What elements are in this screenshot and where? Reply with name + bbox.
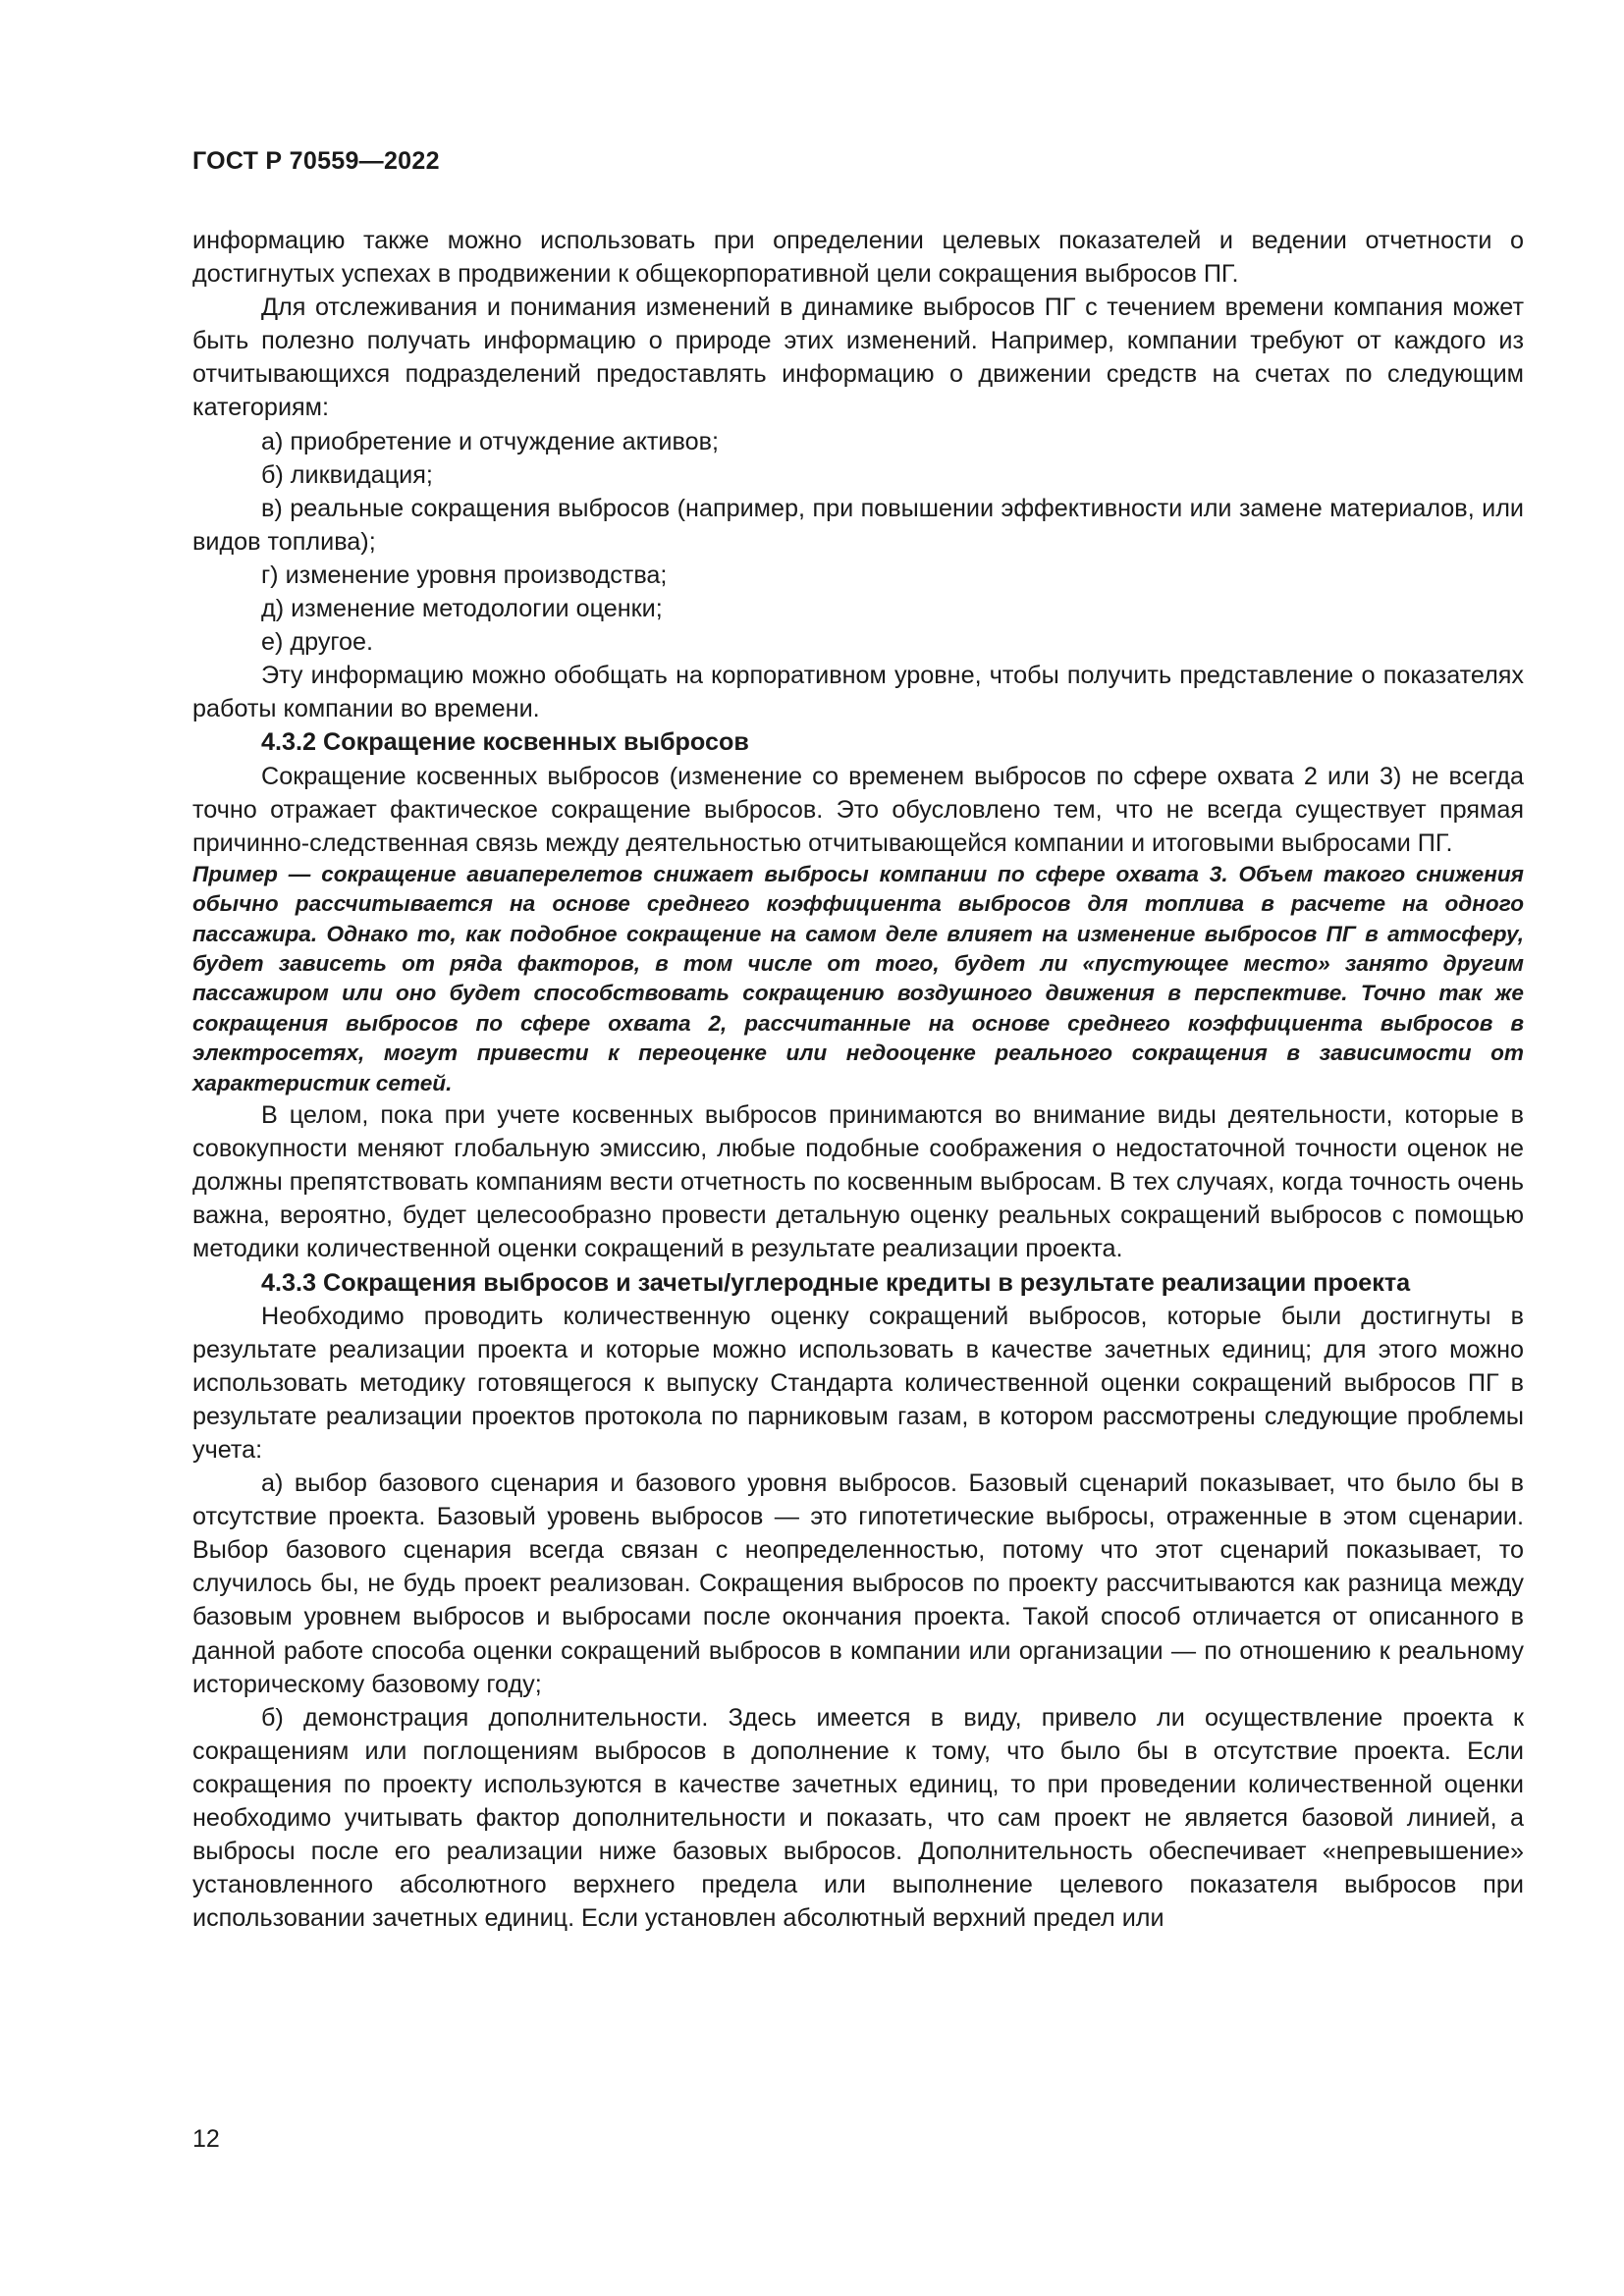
list-item-b: б) ликвидация;	[261, 460, 433, 489]
paragraph-project-quantification: Необходимо проводить количественную оценку сокращений выбросов, которые были достигнуты в результате реализации проекта и которые можно использовать в качестве зачетных единиц; для этого можно использовать методику готовящегося к выпуску Стандарта количественной оценки сокращений выбросов ПГ в результате реализации проектов протокола по парниковым газам, в котором рассмотрены следующие проблемы учета:	[192, 1302, 1524, 1464]
example-block: Пример — сокращение авиаперелетов снижает выбросы компании по сфере охвата 3. Объем такого снижения обычно рассчитывается на основе среднего коэффициента выбросов для топлива в расчете на одного пассажира. Однако то, как подобное сокращение на самом деле влияет на изменение выбросов ПГ в атмосферу, будет зависеть от ряда факторов, в том числе от того, будет ли «пустующее место» занято другим пассажиром или оно будет способствовать сокращению воздушного движения в перспективе. Точно так же сокращения выбросов по сфере охвата 2, рассчитанные на основе среднего коэффициента выбросов в электросетях, могут привести к переоценке или недооценке реального сокращения в зависимости от характеристик сетей.	[192, 861, 1524, 1095]
list-item-e: е) другое.	[261, 628, 374, 657]
list-item-d: д) изменение методологии оценки;	[261, 595, 663, 623]
document-code-header: ГОСТ Р 70559—2022	[192, 147, 440, 175]
paragraph-continuation: информацию также можно использовать при определении целевых показателей и ведении отчетности о достигнутых успехах в продвижении к общекорпоративной цели сокращения выбросов ПГ.	[192, 227, 1524, 289]
paragraph-corporate-level: Эту информацию можно обобщать на корпоративном уровне, чтобы получить представление о показателях работы компании во времени.	[192, 662, 1524, 723]
paragraph-indirect-accounting: В целом, пока при учете косвенных выбросов принимаются во внимание виды деятельности, которые в совокупности меняют глобальную эмиссию, любые подобные соображения о недостаточной точности оценок не должны препятствовать компаниям вести отчетность по косвенным выбросам. В тех случаях, когда точность очень важна, вероятно, будет целесообразно провести детальную оценку реальных сокращений выбросов с помощью методики количественной оценки сокращений в результате реализации проекта.	[192, 1101, 1524, 1263]
list-item-v: в) реальные сокращения выбросов (например, при повышении эффективности или замене материалов, или видов топлива);	[192, 494, 1524, 556]
paragraph-dynamics: Для отслеживания и понимания изменений в динамике выбросов ПГ с течением времени компания может быть полезно получать информацию о природе этих изменений. Например, компании требуют от каждого из отчитывающихся подразделений предоставлять информацию о движении средств на счетах по следующим категориям:	[192, 294, 1524, 422]
page-number: 12	[192, 2125, 220, 2153]
paragraph-baseline-scenario: а) выбор базового сценария и базового уровня выбросов. Базовый сценарий показывает, что было бы в отсутствие проекта. Базовый уровень выбросов — это гипотетические выбросы, отраженные в этом сценарии. Выбор базового сценария всегда связан с неопределенностью, потому что этот сценарий показывает, то случилось бы, не будь проект реализован. Сокращения выбросов по проекту рассчитываются как разница между базовым уровнем выбросов и выбросами после окончания проекта. Такой способ отличается от описанного в данной работе способа оценки сокращений выбросов в компании или организации — по отношению к реальному историческому базовому году;	[192, 1469, 1524, 1698]
paragraph-indirect-reduction: Сокращение косвенных выбросов (изменение со временем выбросов по сфере охвата 2 или 3) не всегда точно отражает фактическое сокращение выбросов. Это обусловлено тем, что не всегда существует прямая причинно-следственная связь между деятельностью отчитывающейся компании и итоговыми выбросами ПГ.	[192, 762, 1524, 857]
section-heading-4-3-3: 4.3.3 Сокращения выбросов и зачеты/углеродные кредиты в результате реализации проекта	[261, 1268, 1411, 1297]
list-item-g: г) изменение уровня производства;	[261, 561, 668, 589]
list-item-a: а) приобретение и отчуждение активов;	[261, 427, 719, 455]
paragraph-additionality: б) демонстрация дополнительности. Здесь имеется в виду, привело ли осуществление проекта к сокращениям или поглощениям выбросов в дополнение к тому, что было бы в отсутствие проекта. Если сокращения по проекту используются в качестве зачетных единиц, то при проведении количественной оценки необходимо учитывать фактор дополнительности и показать, что сам проект не является базовой линией, а выбросы после его реализации ниже базовых выбросов. Дополнительность обеспечивает «непревышение» установленного абсолютного верхнего предела или выполнение целевого показателя выбросов при использовании зачетных единиц. Если установлен абсолютный верхний предел или	[192, 1703, 1524, 1933]
section-heading-4-3-2: 4.3.2 Сокращение косвенных выбросов	[261, 728, 749, 757]
page-content	[192, 224, 1524, 1935]
